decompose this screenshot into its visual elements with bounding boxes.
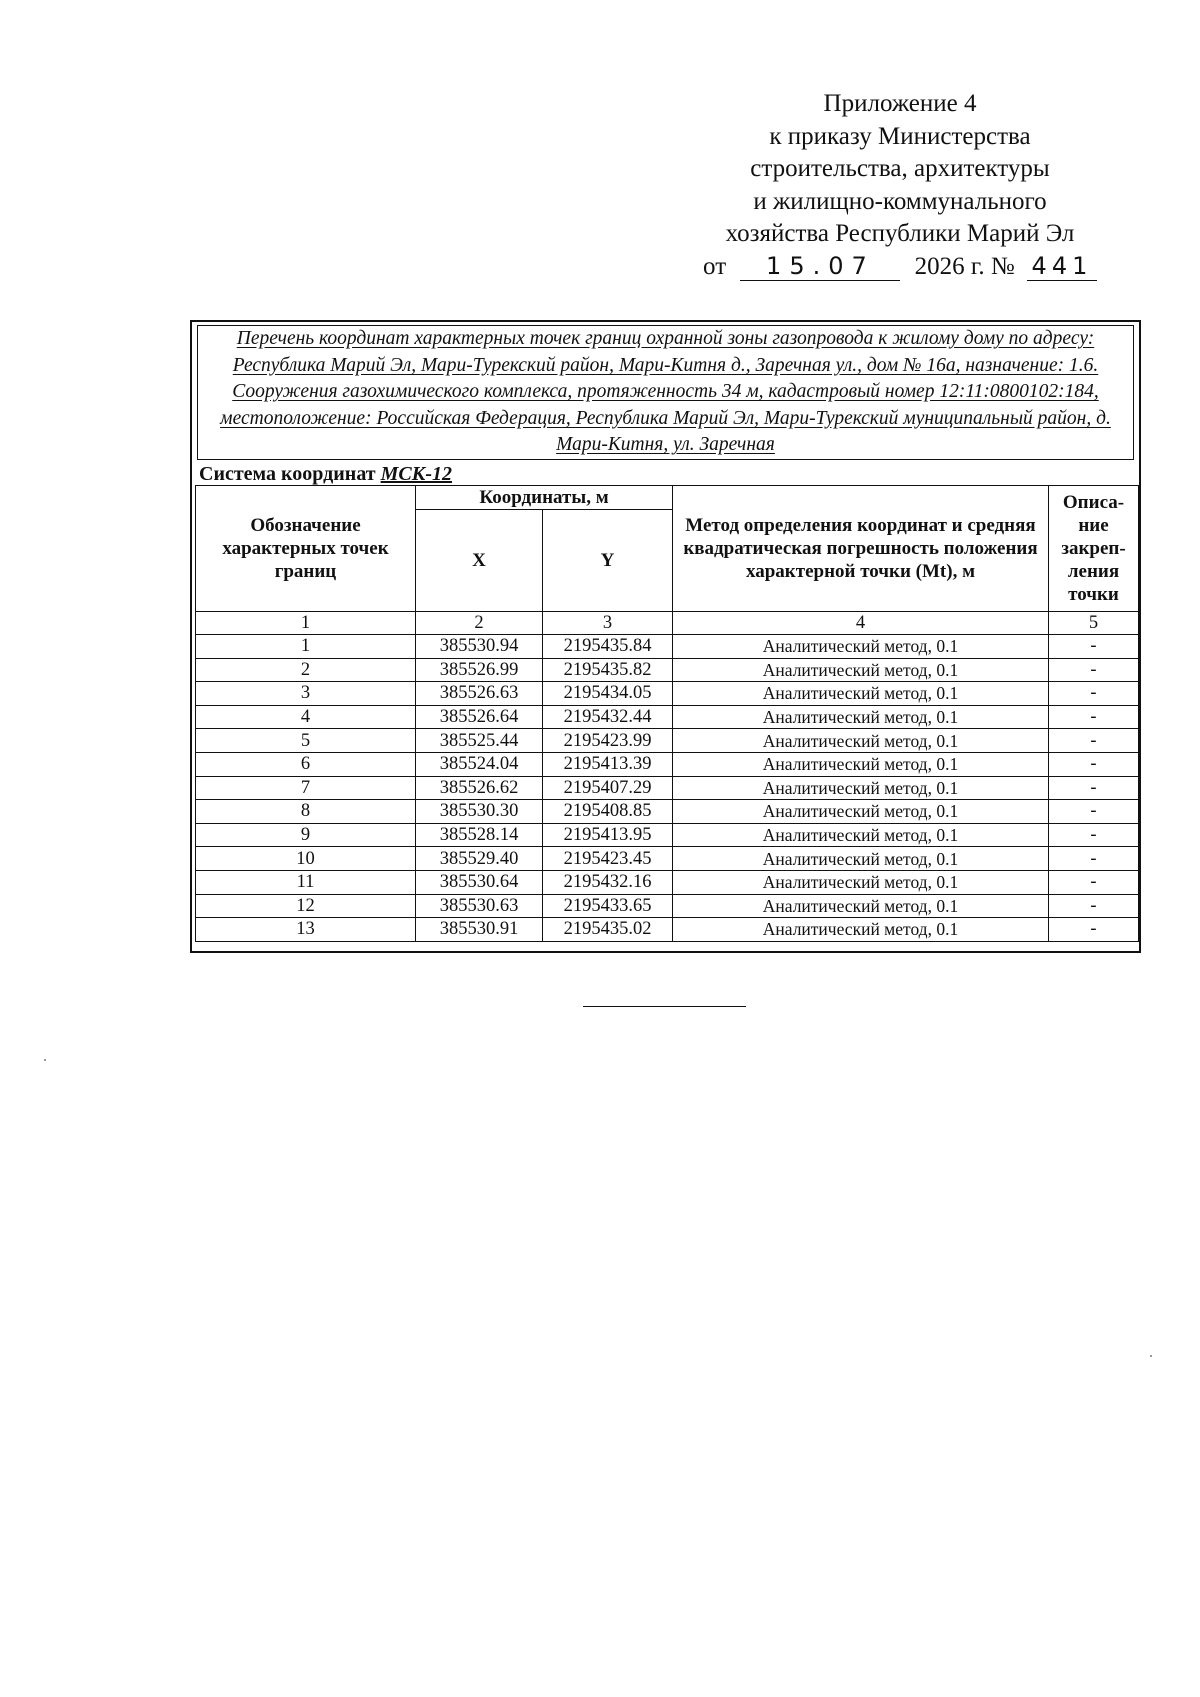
method-cell: Аналитический метод, 0.1 <box>673 918 1049 942</box>
point-id: 7 <box>196 776 416 800</box>
point-id: 1 <box>196 635 416 659</box>
column-number: 2 <box>416 612 543 635</box>
header-x: X <box>416 510 543 612</box>
handwritten-order-number: 441 <box>1027 252 1097 281</box>
coord-y: 2195435.84 <box>543 635 673 659</box>
method-cell: Аналитический метод, 0.1 <box>673 752 1049 776</box>
header-method: Метод определения координат и средняя квадратическая погрешность положения характерной точки (Mt), м <box>673 486 1049 612</box>
table-row <box>196 635 1139 659</box>
year-and-number-label: 2026 г. № <box>914 252 1015 280</box>
table-title-text: Перечень координат характерных точек границ охранной зоны газопровода к жилому дому по адресу: Республика Марий Эл, Мари-Турекский район, Мари-Китня д., Заречная ул., дом № 16а, назначение: 1.6. Сооружения газохимического комплекса, протяженность 34 м, кадастровый номер 12:11:0800102:184, местоположение: Российская Федерация, Республика Марий Эл, Мари-Турекский муниципальный район, д. Мари-Китня, ул. Заречная <box>220 328 1111 455</box>
ministry-name-line2: и жилищно-коммунального <box>753 187 1047 215</box>
coord-x: 385530.30 <box>416 800 543 824</box>
column-number-row <box>196 612 1139 635</box>
coord-y: 2195435.82 <box>543 658 673 682</box>
table-title <box>197 325 1134 460</box>
table-row <box>196 729 1139 753</box>
coord-x: 385528.14 <box>416 823 543 847</box>
scan-speck <box>1150 1355 1152 1357</box>
coord-y: 2195423.99 <box>543 729 673 753</box>
column-number: 1 <box>196 612 416 635</box>
header-coordinates: Координаты, м <box>416 486 673 510</box>
point-id: 4 <box>196 705 416 729</box>
header-y: Y <box>543 510 673 612</box>
coord-y: 2195423.45 <box>543 847 673 871</box>
table-row <box>196 894 1139 918</box>
point-id: 11 <box>196 870 416 894</box>
appendix-title: Приложение 4 <box>823 90 977 117</box>
table-row <box>196 800 1139 824</box>
description-cell: - <box>1049 823 1139 847</box>
coord-x: 385530.94 <box>416 635 543 659</box>
method-cell: Аналитический метод, 0.1 <box>673 729 1049 753</box>
method-cell: Аналитический метод, 0.1 <box>673 682 1049 706</box>
point-id: 6 <box>196 752 416 776</box>
description-cell: - <box>1049 847 1139 871</box>
description-cell: - <box>1049 752 1139 776</box>
table-row <box>196 823 1139 847</box>
coordinate-system-label: Система координат <box>199 463 376 485</box>
coord-y: 2195407.29 <box>543 776 673 800</box>
description-cell: - <box>1049 870 1139 894</box>
coord-y: 2195413.95 <box>543 823 673 847</box>
coordinates-table <box>195 485 1139 942</box>
point-id: 13 <box>196 918 416 942</box>
coord-x: 385530.63 <box>416 894 543 918</box>
description-cell: - <box>1049 918 1139 942</box>
point-id: 8 <box>196 800 416 824</box>
coordinate-system-value: МСК-12 <box>380 463 452 485</box>
coord-x: 385530.91 <box>416 918 543 942</box>
description-cell: - <box>1049 705 1139 729</box>
table-row <box>196 752 1139 776</box>
coord-x: 385525.44 <box>416 729 543 753</box>
coordinates-table-frame <box>190 320 1141 953</box>
coord-x: 385529.40 <box>416 847 543 871</box>
coord-x: 385526.99 <box>416 658 543 682</box>
method-cell: Аналитический метод, 0.1 <box>673 705 1049 729</box>
description-cell: - <box>1049 682 1139 706</box>
scan-speck <box>44 1059 46 1061</box>
closing-rule <box>583 1006 746 1007</box>
point-id: 5 <box>196 729 416 753</box>
header-designation: Обозначение характерных точек границ <box>196 486 416 612</box>
document-header <box>690 88 1110 283</box>
description-cell: - <box>1049 894 1139 918</box>
header-description: Описа-ние закреп-ления точки <box>1049 486 1139 612</box>
point-id: 9 <box>196 823 416 847</box>
method-cell: Аналитический метод, 0.1 <box>673 870 1049 894</box>
table-row <box>196 776 1139 800</box>
column-number: 3 <box>543 612 673 635</box>
coord-y: 2195408.85 <box>543 800 673 824</box>
table-row <box>196 847 1139 871</box>
table-row <box>196 682 1139 706</box>
description-cell: - <box>1049 635 1139 659</box>
order-date-line <box>690 251 1110 284</box>
table-row <box>196 658 1139 682</box>
coord-y: 2195434.05 <box>543 682 673 706</box>
coord-x: 385526.62 <box>416 776 543 800</box>
coord-x: 385524.04 <box>416 752 543 776</box>
coord-y: 2195435.02 <box>543 918 673 942</box>
point-id: 10 <box>196 847 416 871</box>
table-row <box>196 918 1139 942</box>
handwritten-date: 15.07 <box>740 252 900 281</box>
coord-x: 385526.63 <box>416 682 543 706</box>
point-id: 3 <box>196 682 416 706</box>
method-cell: Аналитический метод, 0.1 <box>673 847 1049 871</box>
date-prefix: от <box>703 252 727 280</box>
column-number: 4 <box>673 612 1049 635</box>
description-cell: - <box>1049 800 1139 824</box>
method-cell: Аналитический метод, 0.1 <box>673 823 1049 847</box>
method-cell: Аналитический метод, 0.1 <box>673 635 1049 659</box>
column-number: 5 <box>1049 612 1139 635</box>
coord-y: 2195432.16 <box>543 870 673 894</box>
ministry-name-line3: хозяйства Республики Марий Эл <box>725 220 1075 247</box>
table-row <box>196 705 1139 729</box>
method-cell: Аналитический метод, 0.1 <box>673 776 1049 800</box>
order-reference: к приказу Министерства <box>769 122 1031 150</box>
coord-x: 385526.64 <box>416 705 543 729</box>
coord-y: 2195413.39 <box>543 752 673 776</box>
coord-y: 2195432.44 <box>543 705 673 729</box>
point-id: 2 <box>196 658 416 682</box>
point-id: 12 <box>196 894 416 918</box>
method-cell: Аналитический метод, 0.1 <box>673 800 1049 824</box>
table-row <box>196 870 1139 894</box>
method-cell: Аналитический метод, 0.1 <box>673 658 1049 682</box>
description-cell: - <box>1049 658 1139 682</box>
ministry-name-line1: строительства, архитектуры <box>750 155 1050 182</box>
description-cell: - <box>1049 776 1139 800</box>
coord-y: 2195433.65 <box>543 894 673 918</box>
coord-x: 385530.64 <box>416 870 543 894</box>
description-cell: - <box>1049 729 1139 753</box>
coordinate-system-row <box>197 462 1134 486</box>
method-cell: Аналитический метод, 0.1 <box>673 894 1049 918</box>
